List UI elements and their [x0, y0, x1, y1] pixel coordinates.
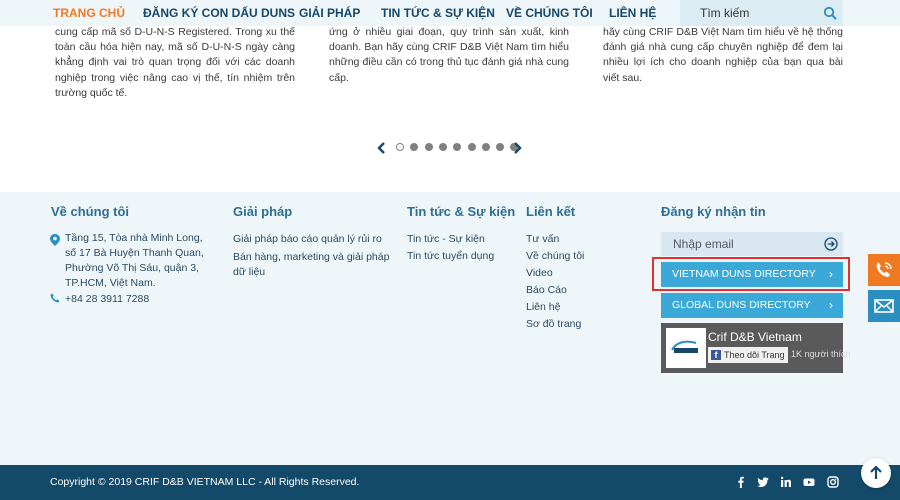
footer-link-reports[interactable]: Báo Cáo [526, 284, 567, 296]
facebook-icon[interactable] [735, 476, 747, 488]
facebook-follow-button[interactable] [708, 347, 788, 363]
footer-link-about[interactable]: Về chúng tôi [526, 250, 585, 262]
global-duns-directory-button[interactable] [661, 293, 843, 318]
linkedin-icon[interactable] [780, 476, 792, 488]
news-excerpt-1: cung cấp mã số D-U-N-S Registered. Trong xu thế toàn cầu hóa hiện nay, mã số D-U-N-S ngày càng khẳng định vai trò quan trọng đối với các doanh nghiệp trong việc nâng cao vị thế, tín nhiệm trên trường quốc tế. [55, 26, 295, 99]
nav-item-about[interactable]: VỀ CHÚNG TÔI [506, 6, 593, 20]
bottom-bar [0, 465, 900, 500]
location-icon [50, 234, 60, 246]
footer-link-sitemap[interactable]: Sơ đồ trang [526, 318, 582, 330]
highlight-box [652, 257, 850, 291]
search-input[interactable] [680, 0, 820, 26]
carousel-dot[interactable] [410, 143, 418, 151]
carousel-prev-arrow[interactable] [376, 141, 388, 155]
search-box [680, 0, 843, 26]
global-duns-directory-label: GLOBAL DUNS DIRECTORY [672, 299, 811, 311]
footer-link-contact[interactable]: Liên hệ [526, 301, 561, 313]
footer-subscribe-title: Đăng ký nhận tin [661, 204, 766, 219]
facebook-likes-count: 1K người thích [791, 349, 851, 359]
carousel-dot[interactable] [453, 143, 461, 151]
nav-item-news-events[interactable]: TIN TỨC & SỰ KIỆN [381, 6, 495, 20]
carousel-next-arrow[interactable] [511, 141, 523, 155]
top-navigation [0, 0, 900, 26]
footer-link-news-events[interactable]: Tin tức - Sự kiện [407, 233, 485, 245]
facebook-page-widget[interactable] [661, 323, 851, 373]
crif-logo-icon [666, 328, 706, 368]
call-button[interactable] [868, 254, 900, 286]
chevron-right-icon: › [829, 267, 833, 281]
footer-link-sales-marketing[interactable]: Bán hàng, marketing và giải pháp dữ liệu [233, 251, 390, 278]
footer-link-consulting[interactable]: Tư vấn [526, 233, 560, 245]
nav-item-home[interactable]: TRANG CHỦ [53, 6, 125, 20]
search-icon[interactable] [823, 6, 837, 20]
arrow-up-icon [861, 458, 891, 488]
facebook-follow-label: Theo dõi Trang [724, 350, 785, 360]
footer-address: Tầng 15, Tòa nhà Minh Long, số 17 Bà Huyện Thanh Quan, Phường Võ Thị Sáu, quận 3, TP.HCM, Việt Nam. [65, 232, 204, 289]
carousel-dot[interactable] [396, 143, 404, 151]
arrow-right-circle-icon[interactable] [824, 237, 838, 251]
facebook-page-name[interactable]: Crif D&B Vietnam [708, 330, 802, 344]
footer-link-recruitment[interactable]: Tin tức tuyển dụng [407, 250, 495, 262]
nav-item-duns-registration[interactable]: ĐĂNG KÝ CON DẤU DUNS [143, 6, 296, 20]
phone-icon [50, 293, 60, 303]
phone-ring-icon [868, 254, 900, 286]
footer-link-video[interactable]: Video [526, 267, 553, 279]
email-button[interactable] [868, 290, 900, 322]
footer-solutions-title: Giải pháp [233, 204, 293, 219]
carousel-dot[interactable] [468, 143, 476, 151]
back-to-top-button[interactable] [861, 458, 891, 488]
carousel-dot[interactable] [482, 143, 490, 151]
subscribe-form [661, 232, 843, 256]
chevron-right-icon: › [829, 298, 833, 312]
carousel-dot[interactable] [496, 143, 504, 151]
mail-icon [868, 290, 900, 322]
carousel-dot[interactable] [425, 143, 433, 151]
footer-links-title: Liên kết [526, 204, 576, 219]
news-excerpt-2: ứng ở nhiều giai đoạn, quy trình sản xuất, kinh doanh. Bạn hãy cùng CRIF D&B Việt Nam tìm hiểu những điều cần có trong thủ tục đánh giá nhà cung cấp. [329, 26, 569, 84]
footer-phone[interactable]: +84 28 3911 7288 [65, 293, 150, 305]
footer-link-risk-report[interactable]: Giải pháp báo cáo quản lý rủi ro [233, 233, 382, 245]
facebook-icon: f [711, 350, 721, 360]
footer-about-title: Về chúng tôi [51, 204, 129, 219]
footer-news-title: Tin tức & Sự kiện [407, 204, 516, 219]
youtube-icon[interactable] [803, 476, 815, 488]
carousel-dot[interactable] [439, 143, 447, 151]
instagram-icon[interactable] [827, 476, 839, 488]
crif-logo [666, 328, 706, 368]
vietnam-duns-directory-label: VIETNAM DUNS DIRECTORY [672, 268, 816, 280]
nav-item-solutions[interactable]: GIẢI PHÁP [299, 6, 361, 20]
nav-item-contact[interactable]: LIÊN HỆ [609, 6, 657, 20]
copyright-text: Copyright © 2019 CRIF D&B VIETNAM LLC - All Rights Reserved. [50, 476, 360, 488]
email-input[interactable] [661, 232, 821, 256]
news-excerpt-3: hãy cùng CRIF D&B Việt Nam tìm hiểu về hệ thống đánh giá nhà cung cấp chuyên nghiệp để đem lại nhiều lợi ích cho doanh nghiệp của bạn qua bài viết sau. [603, 26, 843, 84]
twitter-icon[interactable] [757, 476, 769, 488]
